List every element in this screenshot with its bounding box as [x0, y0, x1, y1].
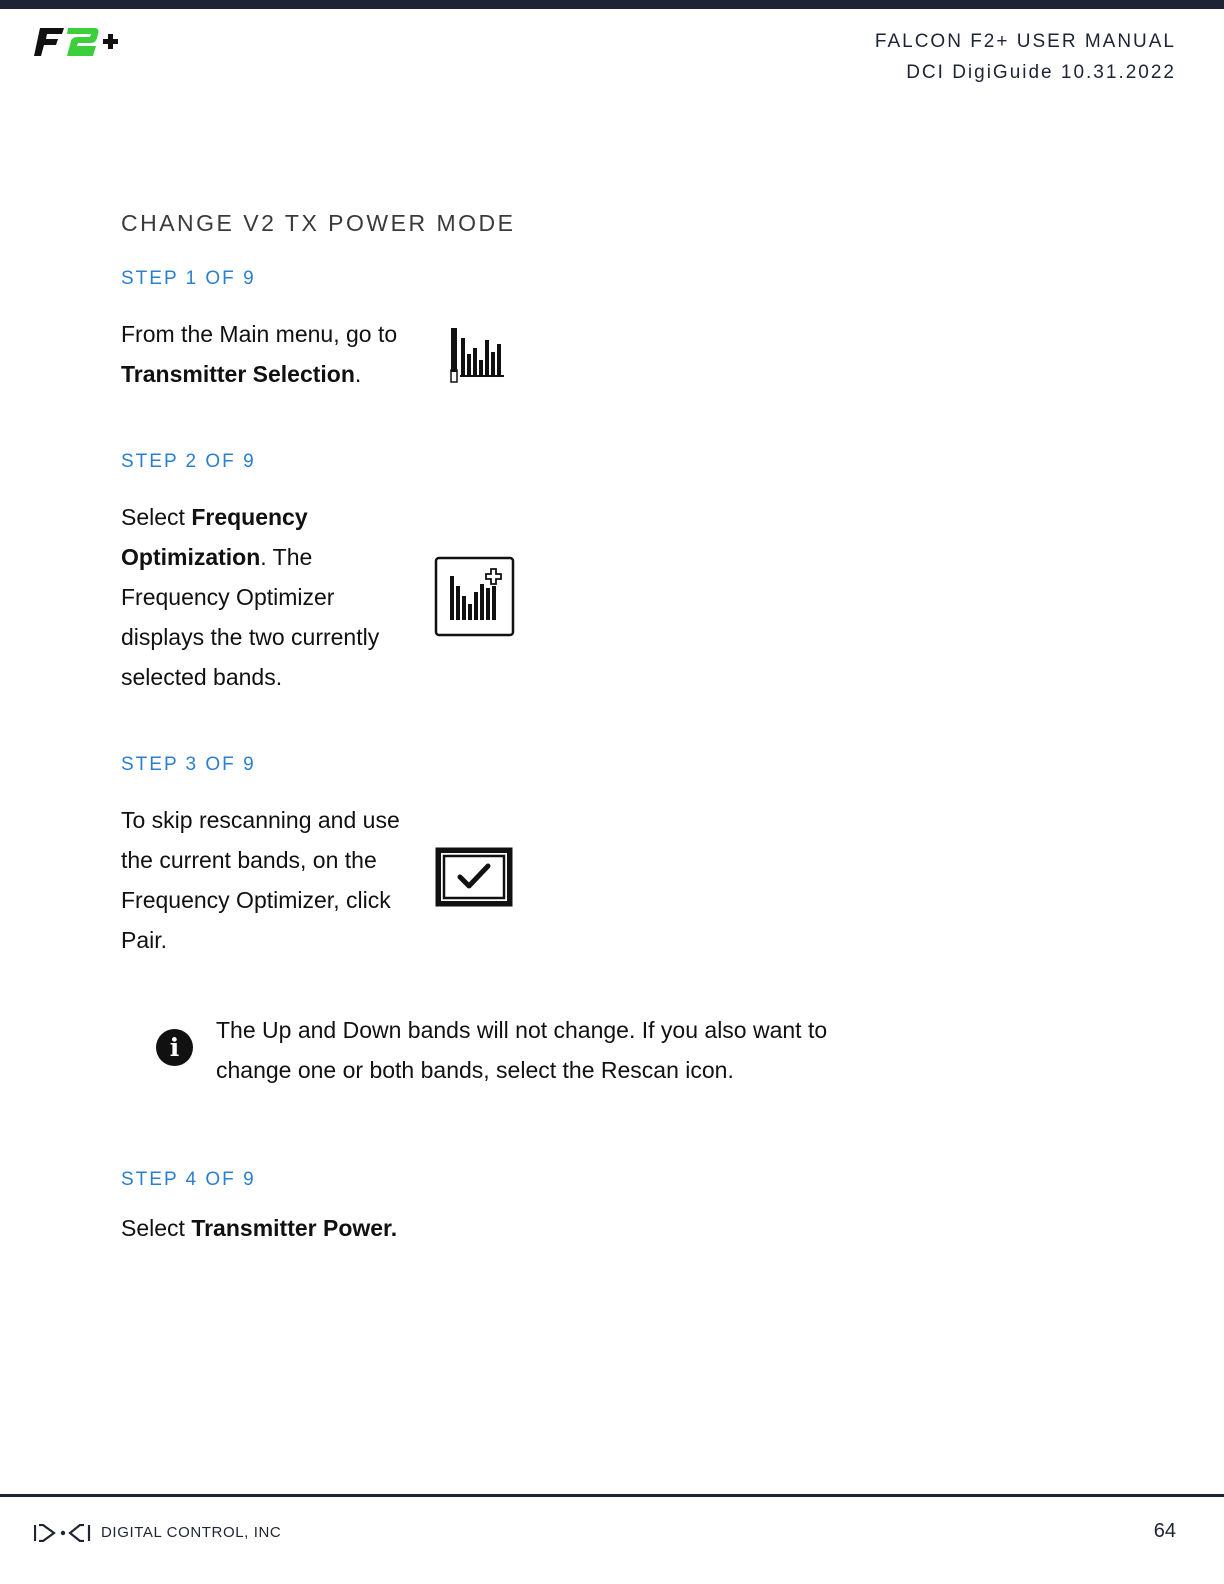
pair-checkmark-icon — [434, 846, 514, 908]
transmitter-selection-icon — [448, 326, 506, 384]
step-4-text: Select Transmitter Power. — [121, 1215, 398, 1241]
document-header — [875, 26, 1176, 88]
step-4-bold: Transmitter Power. — [191, 1215, 398, 1241]
info-note-text: The Up and Down bands will not change. If you also want to change one or both bands, select the Rescan icon. — [216, 1017, 828, 1083]
footer-company-name: DIGITAL CONTROL, INC — [101, 1524, 282, 1541]
page-number: 64 — [1153, 1520, 1176, 1542]
dci-logo — [34, 1524, 92, 1542]
step-1-bold: Transmitter Selection — [121, 361, 355, 387]
step-4-label: STEP 4 OF 9 — [121, 1169, 256, 1190]
step-3-text: To skip rescanning and use the current bands, on the Frequency Optimizer, click Pair. — [121, 807, 400, 953]
section-title: CHANGE V2 TX POWER MODE — [121, 210, 516, 236]
info-icon: i — [156, 1029, 193, 1066]
step-3-label: STEP 3 OF 9 — [121, 754, 256, 775]
step-2-text: Select Frequency Optimization. The Frequency Optimizer displays the two currently selected bands. — [121, 504, 380, 690]
step-2-label: STEP 2 OF 9 — [121, 451, 256, 472]
footer-divider — [0, 1494, 1224, 1497]
step-1-text: From the Main menu, go to Transmitter Selection. — [121, 321, 398, 387]
top-border-bar — [0, 0, 1224, 9]
manual-title: FALCON F2+ USER MANUAL — [874, 31, 1176, 52]
step-2-bold: Frequency Optimization — [121, 504, 308, 570]
f2-plus-logo — [34, 24, 126, 60]
digiguide-date: DCI DigiGuide 10.31.2022 — [906, 62, 1176, 83]
frequency-optimization-icon — [434, 556, 516, 638]
step-1-label: STEP 1 OF 9 — [121, 268, 256, 289]
